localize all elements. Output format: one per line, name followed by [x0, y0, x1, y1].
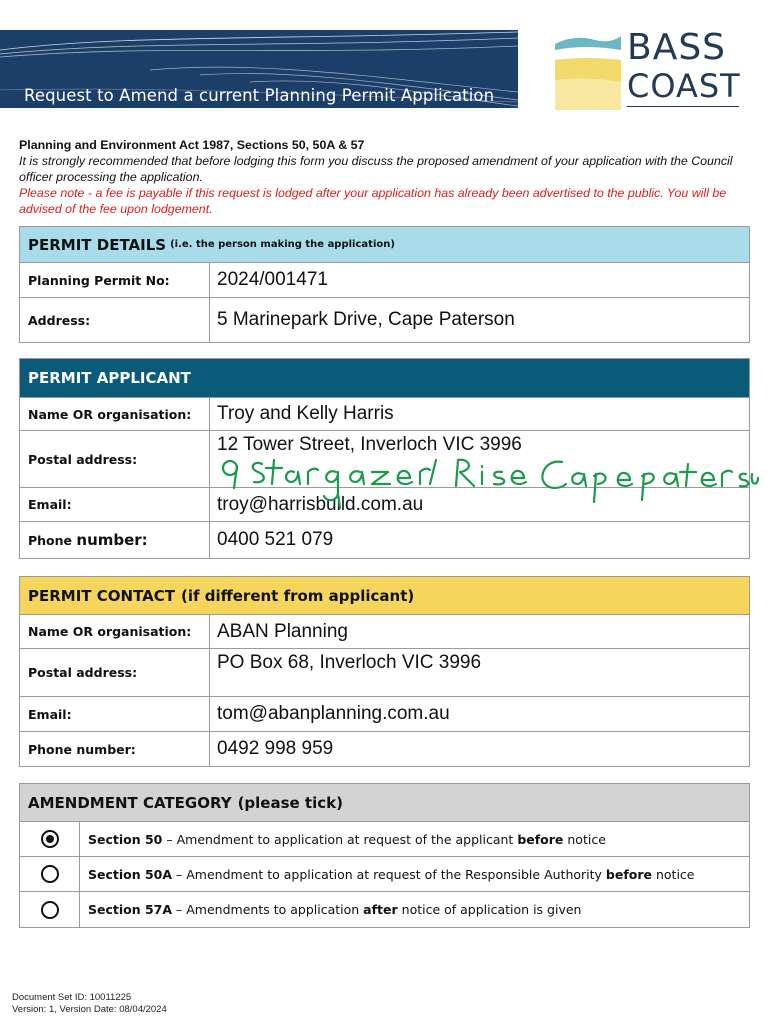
- option-text: – Amendments to application: [172, 902, 364, 917]
- contact-postal-field[interactable]: PO Box 68, Inverloch VIC 3996: [217, 652, 482, 673]
- applicant-email-label: Email:: [20, 488, 210, 521]
- section-50-text: [80, 822, 606, 856]
- logo-text-bass: BASS: [627, 27, 727, 68]
- permit-details-section: [19, 226, 750, 343]
- permit-number-row: [20, 263, 749, 298]
- radio-cell: [20, 857, 80, 891]
- document-footer: [12, 992, 167, 1016]
- permit-contact-title: PERMIT CONTACT: [28, 586, 175, 605]
- handwritten-address-note: [214, 450, 759, 515]
- section-57a-text: [80, 892, 581, 927]
- contact-phone-field[interactable]: 0492 998 959: [217, 738, 334, 759]
- contact-name-row: [20, 615, 749, 649]
- option-emphasis: before: [605, 866, 652, 882]
- address-label: Address:: [20, 298, 210, 342]
- document-set-id: Document Set ID: 10011225: [12, 992, 132, 1003]
- option-text-end: notice: [563, 831, 606, 847]
- intro-text: [19, 137, 739, 217]
- permit-applicant-header: [20, 359, 749, 398]
- header-banner: [0, 30, 518, 108]
- section-50-radio[interactable]: [41, 830, 59, 848]
- option-emphasis: before: [517, 831, 564, 847]
- amendment-option-section-50: [20, 822, 749, 857]
- applicant-name-row: [20, 398, 749, 431]
- logo-landscape-icon: [555, 30, 621, 110]
- amendment-category-header: [20, 784, 749, 822]
- applicant-email-field[interactable]: troy@harrisbuild.com.au: [217, 493, 424, 515]
- amendment-option-section-50a: [20, 857, 749, 892]
- fee-note: Please note - a fee is payable if this request is lodged after your application has already been advertised to the public. You will be advised of the fee upon lodgement.: [19, 186, 727, 216]
- amendment-category-title: AMENDMENT CATEGORY: [28, 793, 232, 812]
- permit-details-subtitle: (i.e. the person making the application): [170, 239, 395, 250]
- amendment-category-subtitle: (please tick): [237, 793, 343, 812]
- permit-contact-subtitle: (if different from applicant): [180, 586, 415, 605]
- contact-postal-label: Postal address:: [20, 649, 210, 696]
- permit-contact-section: [19, 576, 750, 767]
- recommendation-note: It is strongly recommended that before lodging this form you discuss the proposed amendment of your application with the Council officer processing the application.: [19, 154, 733, 184]
- permit-number-field[interactable]: 2024/001471: [217, 269, 328, 290]
- handwriting-graphic: [214, 450, 759, 515]
- option-emphasis: after: [363, 902, 398, 917]
- logo-underline: [627, 106, 739, 107]
- applicant-postal-label: Postal address:: [20, 431, 210, 487]
- address-field[interactable]: 5 Marinepark Drive, Cape Paterson: [217, 309, 515, 330]
- contact-email-row: [20, 697, 749, 732]
- permit-applicant-title: PERMIT APPLICANT: [28, 369, 191, 387]
- permit-contact-header: [20, 577, 749, 615]
- option-section: Section 57A: [88, 902, 173, 917]
- option-section: Section 50: [88, 831, 163, 847]
- option-text: – Amendment to application at request of the Responsible Authority: [172, 866, 606, 882]
- applicant-name-label: Name OR organisation:: [20, 398, 210, 430]
- applicant-phone-label: [20, 522, 210, 558]
- contact-postal-row: [20, 649, 749, 697]
- radio-cell: [20, 822, 80, 856]
- radio-cell: [20, 892, 80, 927]
- amendment-option-section-57a: [20, 892, 749, 927]
- section-50a-radio[interactable]: [41, 865, 59, 883]
- option-text-end: notice: [652, 866, 695, 882]
- phone-label-word: Phone: [28, 532, 73, 548]
- section-50a-text: [80, 857, 694, 891]
- contact-phone-row: [20, 732, 749, 766]
- applicant-phone-row: [20, 522, 749, 558]
- permit-number-label: Planning Permit No:: [20, 263, 210, 297]
- option-text: – Amendment to application at request of the applicant: [162, 831, 518, 847]
- bass-coast-logo: [553, 27, 743, 112]
- permit-details-title: PERMIT DETAILS: [28, 235, 167, 254]
- amendment-category-section: [19, 783, 750, 928]
- applicant-name-field[interactable]: Troy and Kelly Harris: [217, 403, 394, 424]
- contact-name-field[interactable]: ABAN Planning: [217, 620, 348, 642]
- section-57a-radio[interactable]: [41, 901, 59, 919]
- logo-text-coast: COAST: [627, 67, 741, 105]
- phone-label-number-word: number:: [76, 531, 148, 549]
- contact-phone-label: Phone number:: [20, 732, 210, 766]
- applicant-postal-field[interactable]: 12 Tower Street, Inverloch VIC 3996: [217, 434, 522, 455]
- option-section: Section 50A: [88, 866, 173, 882]
- act-reference: Planning and Environment Act 1987, Sections 50, 50A & 57: [19, 138, 365, 152]
- form-title: Request to Amend a current Planning Permit Application: [24, 86, 495, 105]
- applicant-phone-field[interactable]: 0400 521 079: [217, 529, 334, 550]
- contact-email-field[interactable]: tom@abanplanning.com.au: [217, 703, 450, 724]
- option-text-end: notice of application is given: [397, 902, 582, 917]
- contact-name-label: Name OR organisation:: [20, 615, 210, 648]
- version-info: Version: 1, Version Date: 08/04/2024: [12, 1004, 167, 1015]
- permit-details-header: [20, 227, 749, 263]
- contact-email-label: Email:: [20, 697, 210, 731]
- address-row: [20, 298, 749, 342]
